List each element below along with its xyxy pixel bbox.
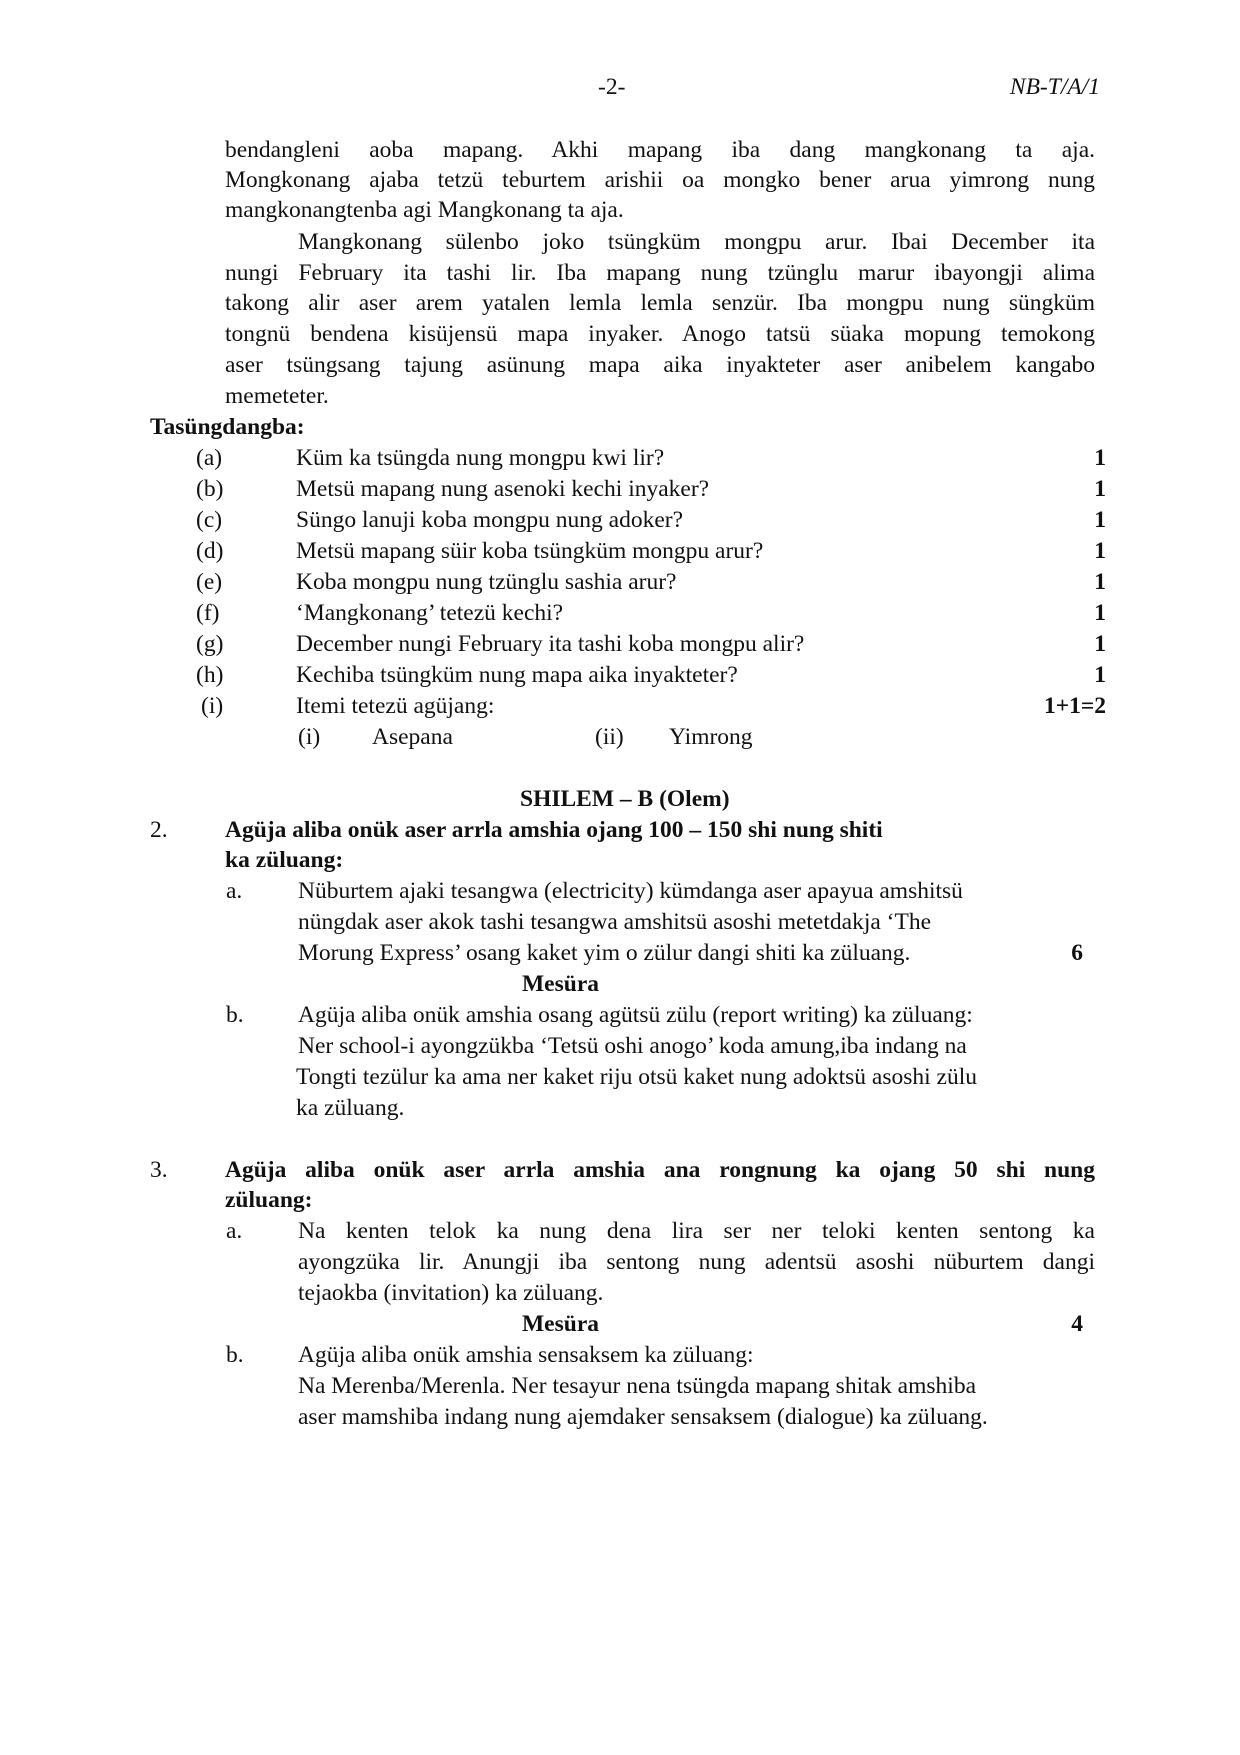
question-marks: 1 (1094, 476, 1106, 502)
question-label: (e) (196, 569, 223, 595)
question-text: Kechiba tsüngküm nung mapa aika inyakteter? (296, 662, 738, 688)
option-text: tejaokba (invitation) ka züluang. (298, 1280, 604, 1306)
question-marks: 1 (1094, 538, 1106, 564)
option-label: a. (226, 1218, 243, 1244)
question-text: Küm ka tsüngda nung mongpu kwi lir? (296, 445, 665, 471)
question-marks: 1 (1094, 662, 1106, 688)
passage-line: takong alir aser arem yatalen lemla lemla senzür. Iba mongpu nung süngküm (225, 290, 1095, 316)
page-number: -2- (598, 74, 626, 100)
section-b-title: SHILEM – B (Olem) (520, 786, 730, 812)
passage-line: Mangkonang sülenbo joko tsüngküm mongpu arur. Ibai December ita (298, 229, 1095, 255)
question-text: Itemi tetezü agüjang: (296, 693, 495, 719)
question-label: (h) (196, 662, 224, 688)
question-label: (c) (196, 507, 223, 533)
question-instruction: ka züluang: (225, 847, 344, 873)
question-marks: 6 (1071, 940, 1083, 966)
sub-item-label: (ii) (595, 724, 624, 750)
question-label: (b) (196, 476, 224, 502)
option-text: Na kenten telok ka nung dena lira ser ner teloki kenten sentong ka (298, 1218, 1095, 1244)
question-marks: 4 (1071, 1311, 1083, 1337)
question-marks: 1 (1094, 445, 1106, 471)
sub-item-label: (i) (298, 724, 321, 750)
questions-heading: Tasüngdangba: (150, 414, 305, 440)
passage-line: Mongkonang ajaba tetzü teburtem arishii oa mongko bener arua yimrong nung (225, 167, 1095, 193)
option-label: b. (226, 1342, 244, 1368)
option-text: ka züluang. (296, 1095, 405, 1121)
question-text: Koba mongpu nung tzünglu sashia arur? (296, 569, 677, 595)
passage-line: nungi February ita tashi lir. Iba mapang nung tzünglu marur ibayongji alima (225, 260, 1095, 286)
question-label: (f) (196, 600, 220, 626)
option-text: Ner school-i ayongzükba ‘Tetsü oshi anogo’ koda amung,iba indang na (298, 1033, 967, 1059)
question-label: (g) (196, 631, 224, 657)
question-label: (i) (201, 693, 224, 719)
question-label: (a) (196, 445, 223, 471)
option-text: Agüja aliba onük amshia sensaksem ka züluang: (298, 1342, 754, 1368)
option-text: nüngdak aser akok tashi tesangwa amshitsü asoshi metetdakja ‘The (298, 909, 932, 935)
question-label: (d) (196, 538, 224, 564)
question-instruction: Agüja aliba onük aser arrla amshia ana rongnung ka ojang 50 shi nung (225, 1157, 1095, 1183)
question-marks: 1 (1094, 600, 1106, 626)
question-text: Metsü mapang nung asenoki kechi inyaker? (296, 476, 710, 502)
option-label: a. (226, 878, 243, 904)
or-separator: Mesüra (522, 1311, 600, 1337)
option-text: Agüja aliba onük amshia osang agütsü zülu (report writing) ka züluang: (298, 1002, 973, 1028)
question-instruction: züluang: (225, 1187, 313, 1213)
sub-item-text: Asepana (372, 724, 453, 750)
passage-line: bendangleni aoba mapang. Akhi mapang iba dang mangkonang ta aja. (225, 137, 1095, 163)
option-text: Na Merenba/Merenla. Ner tesayur nena tsüngda mapang shitak amshiba (298, 1373, 977, 1399)
question-instruction: Agüja aliba onük aser arrla amshia ojang 100 – 150 shi nung shiti (225, 817, 883, 843)
question-text: ‘Mangkonang’ tetezü kechi? (296, 600, 564, 626)
question-marks: 1 (1094, 507, 1106, 533)
option-text: Tongti tezülur ka ama ner kaket riju otsü kaket nung adoktsü asoshi zülu (296, 1064, 977, 1090)
option-label: b. (226, 1002, 244, 1028)
option-text: aser mamshiba indang nung ajemdaker sensaksem (dialogue) ka züluang. (298, 1404, 988, 1430)
passage-line: tongnü bendena kisüjensü mapa inyaker. Anogo tatsü süaka mopung temokong (225, 321, 1095, 347)
option-text: Morung Express’ osang kaket yim o zülur dangi shiti ka züluang. (298, 940, 911, 966)
question-number: 2. (150, 817, 168, 843)
question-marks: 1+1=2 (1043, 693, 1106, 719)
sub-item-text: Yimrong (669, 724, 753, 750)
question-number: 3. (150, 1157, 168, 1183)
question-text: Süngo lanuji koba mongpu nung adoker? (296, 507, 684, 533)
option-text: Nüburtem ajaki tesangwa (electricity) kümdanga aser apayua amshitsü (298, 878, 963, 904)
option-text: ayongzüka lir. Anungji iba sentong nung adentsü asoshi nüburtem dangi (298, 1249, 1095, 1275)
question-marks: 1 (1094, 631, 1106, 657)
question-marks: 1 (1094, 569, 1106, 595)
passage-line: mangkonangtenba agi Mangkonang ta aja. (225, 197, 624, 223)
passage-line: memeteter. (225, 383, 329, 409)
or-separator: Mesüra (522, 971, 600, 997)
question-text: Metsü mapang süir koba tsüngküm mongpu arur? (296, 538, 764, 564)
passage-line: aser tsüngsang tajung asünung mapa aika inyakteter aser anibelem kangabo (225, 352, 1095, 378)
question-text: December nungi February ita tashi koba mongpu alir? (296, 631, 805, 657)
paper-code: NB-T/A/1 (1009, 74, 1100, 100)
